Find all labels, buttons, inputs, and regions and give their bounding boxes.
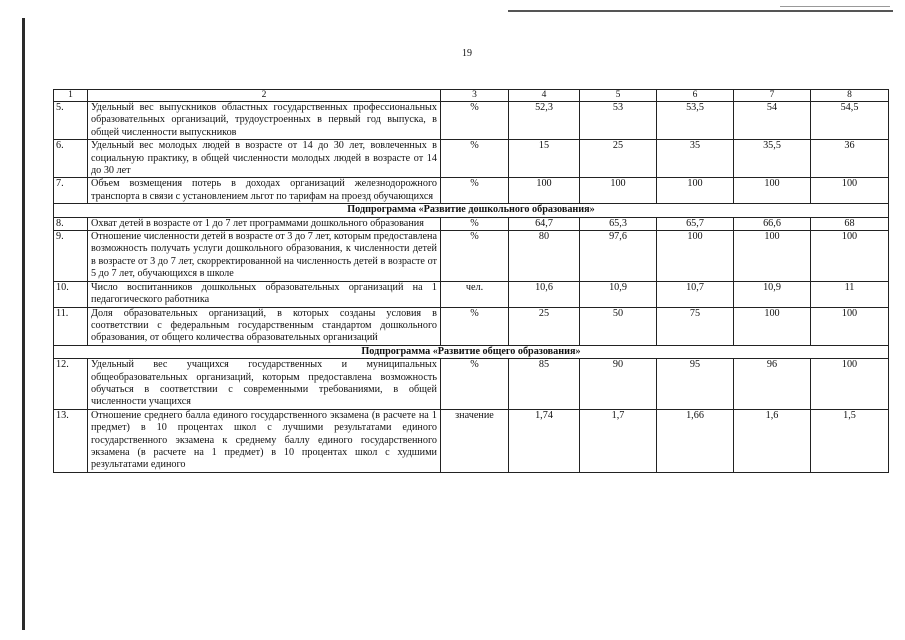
unit-cell: % — [441, 140, 509, 178]
value-cell: 75 — [657, 307, 734, 345]
subprogram-row — [54, 345, 889, 358]
value-cell: 1,5 — [811, 409, 889, 472]
indicator-description: Доля образовательных организаций, в которых созданы условия в соответствии с федеральным государственным стандартом дошкольного образования, от общего количества образовательных организаций — [88, 307, 441, 345]
value-cell: 66,6 — [734, 217, 811, 230]
header-cell: 5 — [580, 90, 657, 102]
value-cell: 10,9 — [580, 281, 657, 307]
table-row — [54, 281, 889, 307]
header-cell: 6 — [657, 90, 734, 102]
value-cell: 1,7 — [580, 409, 657, 472]
scan-top-line-faint — [780, 6, 890, 7]
subprogram-title: Подпрограмма «Развитие дошкольного образования» — [54, 204, 889, 217]
table-row — [54, 307, 889, 345]
table-row — [54, 102, 889, 140]
value-cell: 96 — [734, 359, 811, 410]
indicator-description: Удельный вес учащихся государственных и муниципальных общеобразовательных организаций, которым предоставлена возможность обучаться в соответствии с современными требованиями, в общей численности учащихся — [88, 359, 441, 410]
unit-cell: % — [441, 359, 509, 410]
row-number: 7. — [54, 178, 88, 204]
table-row — [54, 217, 889, 230]
scan-left-edge — [22, 18, 25, 630]
value-cell: 100 — [811, 359, 889, 410]
value-cell: 97,6 — [580, 231, 657, 282]
row-number: 11. — [54, 307, 88, 345]
value-cell: 54 — [734, 102, 811, 140]
unit-cell: % — [441, 217, 509, 230]
row-number: 6. — [54, 140, 88, 178]
value-cell: 65,7 — [657, 217, 734, 230]
value-cell: 64,7 — [509, 217, 580, 230]
value-cell: 15 — [509, 140, 580, 178]
page-number: 19 — [462, 48, 472, 59]
row-number: 10. — [54, 281, 88, 307]
value-cell: 100 — [811, 307, 889, 345]
value-cell: 100 — [580, 178, 657, 204]
unit-cell: чел. — [441, 281, 509, 307]
value-cell: 10,6 — [509, 281, 580, 307]
table-row — [54, 359, 889, 410]
value-cell: 100 — [734, 178, 811, 204]
value-cell: 11 — [811, 281, 889, 307]
subprogram-title: Подпрограмма «Развитие общего образования» — [54, 345, 889, 358]
value-cell: 100 — [811, 178, 889, 204]
indicator-description: Объем возмещения потерь в доходах организаций железнодорожного транспорта в связи с установлением льгот по тарифам на проезд обучающихся — [88, 178, 441, 204]
indicator-description: Отношение среднего балла единого государственного экзамена (в расчете на 1 предмет) в 10 процентах школ с лучшими результатами единого государственного экзамена к среднему баллу единого государственного экзамена (в расчете на 1 предмет) в 10 процентах школ с худшими результатами единого — [88, 409, 441, 472]
unit-cell: % — [441, 307, 509, 345]
value-cell: 35,5 — [734, 140, 811, 178]
value-cell: 85 — [509, 359, 580, 410]
indicator-description: Число воспитанников дошкольных образовательных организаций на 1 педагогического работника — [88, 281, 441, 307]
value-cell: 100 — [734, 307, 811, 345]
header-cell: 1 — [54, 90, 88, 102]
indicators-table — [53, 89, 889, 473]
value-cell: 10,7 — [657, 281, 734, 307]
unit-cell: % — [441, 178, 509, 204]
table-row — [54, 140, 889, 178]
indicator-description: Удельный вес молодых людей в возрасте от 14 до 30 лет, вовлеченных в социальную практику, в общей численности молодых людей в возрасте от 14 до 30 лет — [88, 140, 441, 178]
value-cell: 1,6 — [734, 409, 811, 472]
value-cell: 100 — [657, 178, 734, 204]
value-cell: 36 — [811, 140, 889, 178]
value-cell: 100 — [657, 231, 734, 282]
table-row — [54, 178, 889, 204]
value-cell: 1,66 — [657, 409, 734, 472]
value-cell: 35 — [657, 140, 734, 178]
value-cell: 53 — [580, 102, 657, 140]
indicator-description: Охват детей в возрасте от 1 до 7 лет программами дошкольного образования — [88, 217, 441, 230]
value-cell: 25 — [580, 140, 657, 178]
header-cell: 3 — [441, 90, 509, 102]
header-cell: 7 — [734, 90, 811, 102]
value-cell: 54,5 — [811, 102, 889, 140]
header-cell: 4 — [509, 90, 580, 102]
table-body — [54, 90, 889, 473]
value-cell: 10,9 — [734, 281, 811, 307]
row-number: 12. — [54, 359, 88, 410]
value-cell: 95 — [657, 359, 734, 410]
unit-cell: % — [441, 102, 509, 140]
indicator-description: Удельный вес выпускников областных государственных профессиональных образовательных организаций, трудоустроенных в первый год выпуска, в общей численности выпускников — [88, 102, 441, 140]
row-number: 5. — [54, 102, 88, 140]
subprogram-row — [54, 204, 889, 217]
value-cell: 50 — [580, 307, 657, 345]
header-cell: 8 — [811, 90, 889, 102]
value-cell: 100 — [509, 178, 580, 204]
value-cell: 25 — [509, 307, 580, 345]
value-cell: 90 — [580, 359, 657, 410]
row-number: 9. — [54, 231, 88, 282]
header-row — [54, 90, 889, 102]
table-row — [54, 231, 889, 282]
indicator-description: Отношение численности детей в возрасте от 3 до 7 лет, которым предоставлена возможность получать услуги дошкольного образования, к численности детей в возрасте от 3 до 7 лет, скорректированной на численность детей в возрасте от 5 до 7 лет, обучающихся в школе — [88, 231, 441, 282]
table-row — [54, 409, 889, 472]
value-cell: 1,74 — [509, 409, 580, 472]
scan-top-line — [508, 10, 893, 12]
row-number: 8. — [54, 217, 88, 230]
value-cell: 53,5 — [657, 102, 734, 140]
value-cell: 52,3 — [509, 102, 580, 140]
row-number: 13. — [54, 409, 88, 472]
value-cell: 80 — [509, 231, 580, 282]
value-cell: 100 — [734, 231, 811, 282]
unit-cell: % — [441, 231, 509, 282]
header-cell: 2 — [88, 90, 441, 102]
value-cell: 68 — [811, 217, 889, 230]
value-cell: 100 — [811, 231, 889, 282]
unit-cell: значение — [441, 409, 509, 472]
value-cell: 65,3 — [580, 217, 657, 230]
